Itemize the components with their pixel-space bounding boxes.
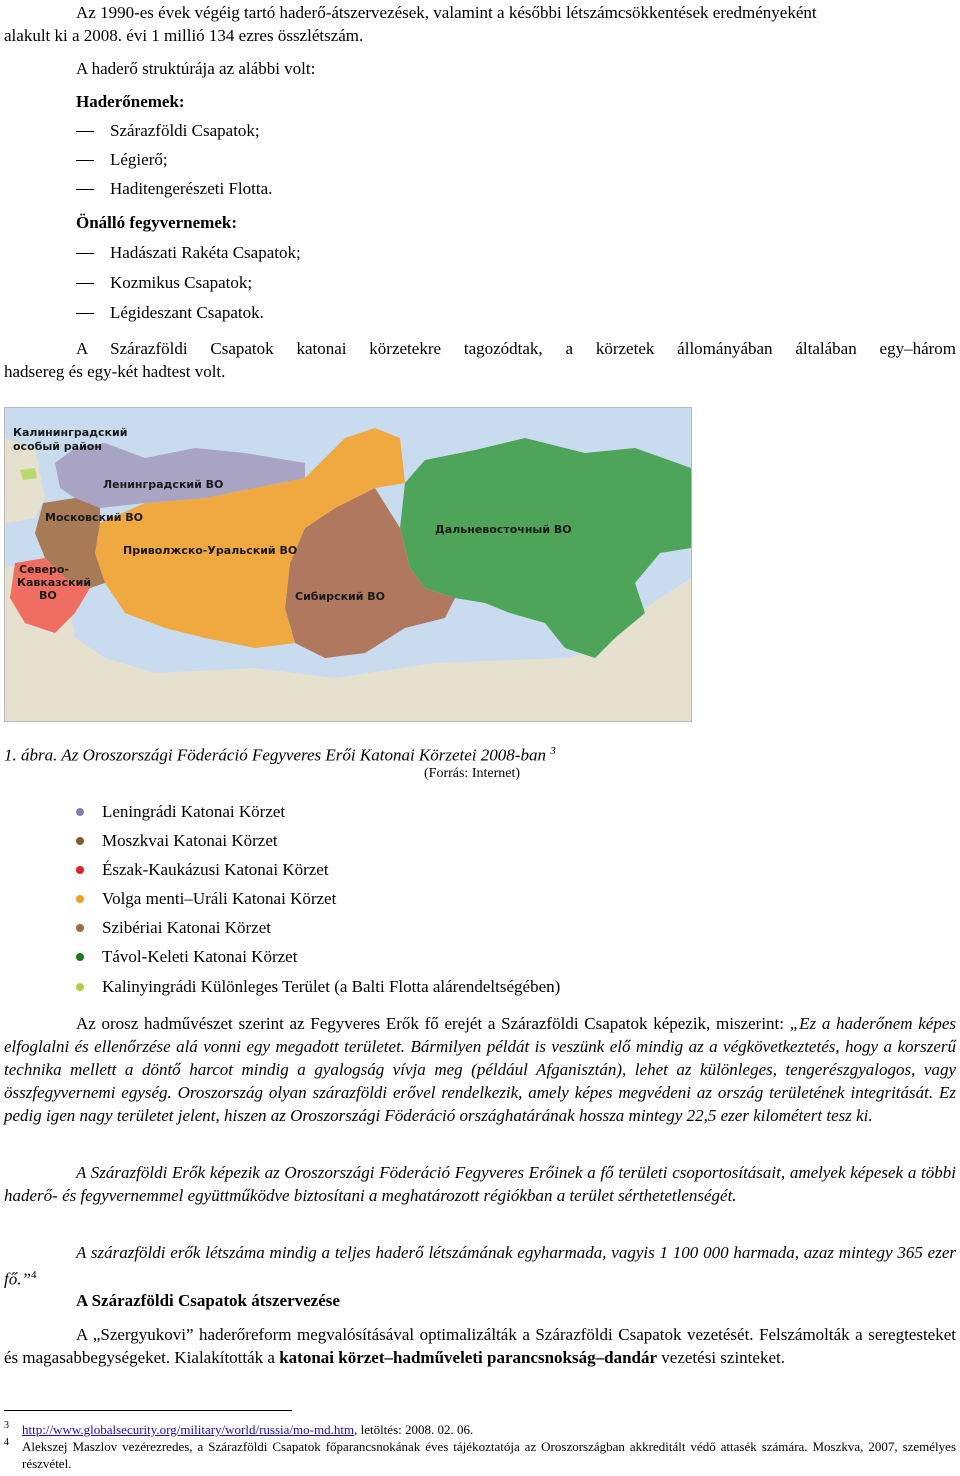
list-dash — [76, 160, 94, 161]
legend-label: Szibériai Katonai Körzet — [102, 918, 271, 937]
independent-item: Légideszant Csapatok. — [110, 303, 264, 322]
figure-source: (Forrás: Internet) — [424, 766, 521, 781]
strength-paragraph — [4, 1241, 956, 1291]
doctrine-plain: Az orosz hadművészet szerint az Fegyveres Erők fő erejét a Szárazföldi Csapatok képezik, miszerint: — [76, 1014, 790, 1033]
bullet-icon — [76, 983, 84, 991]
kaliningrad-area — [20, 468, 37, 480]
footnote-number: 4 — [4, 1437, 9, 1448]
legend-label: Volga menti–Uráli Katonai Körzet — [102, 889, 337, 908]
doctrine-quote: „Ez a haderőnem képes elfoglalni és ellenőrzése alá vonni egy megadott területet. Bármilyen példát is veszünk elő mindig az a végkövetkeztetés, hogy a korszerű technika mellett a döntő harcot mindig a gyalogság vívja meg (például Afganisztán), lehet az különleges, tengerészgyalogos, vagy összfegyvernemi egység. Oroszország olyan szárazföldi erővel rendelkezik, amely képes megvédeni az ország területének integritását. Ez pedig igen nagy területet jelent, hiszen az Oroszországi Föderáció országhatárának hossza mintegy 22,5 ezer kilométert tesz ki. — [4, 1014, 956, 1125]
forces-paragraph: A Szárazföldi Erők képezik az Oroszországi Föderáció Fegyveres Erőinek a fő területi csoportosításait, amelyek képesek a többi haderő- és fegyvernemmel együttműködve biztosítani a meghatározott régiókban a terület sérthetetlenségét. — [4, 1163, 956, 1205]
footnote-separator — [4, 1410, 292, 1411]
strength-text: A szárazföldi erők létszáma mindig a teljes haderő létszámának egyharmada, vagyis 1 100 000 harmada, azaz mintegy 365 ezer fő.” — [4, 1243, 956, 1289]
legend-label: Észak-Kaukázusi Katonai Körzet — [102, 860, 329, 879]
footnote-number: 3 — [4, 1420, 9, 1431]
independent-item: Kozmikus Csapatok; — [110, 273, 253, 292]
section-heading: A Szárazföldi Csapatok átszervezése — [76, 1291, 340, 1310]
footnote-text: , letöltés: 2008. 02. 06. — [354, 1422, 474, 1437]
intro-line-2: alakult ki a 2008. évi 1 millió 134 ezres összlétszám. — [4, 26, 364, 45]
legend-label: Távol-Keleti Katonai Körzet — [102, 947, 298, 966]
services-item: Szárazföldi Csapatok; — [110, 121, 260, 140]
list-dash — [76, 131, 94, 132]
reform-paragraph — [4, 1323, 956, 1369]
independent-item: Hadászati Rakéta Csapatok; — [110, 243, 301, 262]
reform-bold: katonai körzet–hadműveleti parancsnokság–dandár — [279, 1348, 658, 1367]
figure-title: Az Oroszországi Föderáció Fegyveres Erői Katonai Körzetei 2008-ban — [61, 745, 546, 765]
list-dash — [76, 283, 94, 284]
services-item: Haditengerészeti Flotta. — [110, 179, 273, 198]
footnote-ref: 3 — [550, 745, 556, 757]
footnote-3 — [4, 1421, 956, 1438]
map-label-far-east: Дальневосточный ВО — [435, 523, 572, 536]
legend-label: Leningrádi Katonai Körzet — [102, 802, 286, 821]
bullet-icon — [76, 837, 84, 845]
map-label-kaliningrad: особый район — [13, 440, 102, 453]
legend-label: Kalinyingrádi Különleges Terület (a Balti Flotta alárendeltségében) — [102, 977, 561, 996]
footnote-link[interactable]: http://www.globalsecurity.org/military/world/russia/mo-md.htm — [22, 1422, 355, 1437]
services-item: Légierő; — [110, 150, 168, 169]
map-label-moscow: Московский ВО — [45, 511, 143, 524]
list-dash — [76, 189, 94, 190]
footnote-4 — [4, 1438, 956, 1472]
map-label-leningrad: Ленинградский ВО — [103, 478, 224, 491]
bullet-icon — [76, 953, 84, 961]
legend-label: Moszkvai Katonai Körzet — [102, 831, 278, 850]
doctrine-paragraph — [4, 1012, 956, 1127]
list-dash — [76, 313, 94, 314]
bullet-icon — [76, 924, 84, 932]
map-label-north-caucasus: ВО — [39, 589, 57, 602]
map-label-north-caucasus: Кавказский — [17, 576, 92, 589]
reform-text-1: A „Szergyukovi” haderőreform megvalósításával optimalizálták a Szárazföldi Csapatok vezetését. Felszámolták a seregtesteket és magasabbegységeket. Kialakították a — [4, 1325, 956, 1367]
districts-line-1: A Szárazföldi Csapatok katonai körzetekre tagozódtak, a körzetek állományában általában egy–három — [76, 339, 956, 358]
list-dash — [76, 253, 94, 254]
reform-text-2: vezetési szinteket. — [657, 1348, 785, 1367]
map-label-siberia: Сибирский ВО — [295, 590, 386, 603]
figure-number: 1. ábra. — [4, 745, 58, 765]
districts-line-2: hadsereg és egy-két hadtest volt. — [4, 362, 226, 381]
military-districts-map — [4, 407, 692, 722]
bullet-icon — [76, 866, 84, 874]
independent-heading: Önálló fegyvernemek: — [76, 213, 237, 232]
footnote-ref: 4 — [30, 1269, 37, 1281]
map-label-north-caucasus: Северо- — [19, 563, 69, 576]
bullet-icon — [76, 808, 84, 816]
map-label-volga: Приволжско-Уральский ВО — [123, 544, 298, 557]
structure-intro: A haderő struktúrája az alábbi volt: — [76, 59, 316, 78]
bullet-icon — [76, 895, 84, 903]
map-label-kaliningrad: Калининградский — [13, 426, 128, 439]
footnote-text: Alekszej Maszlov vezérezredes, a Szárazföldi Csapatok főparancsnokának éves tájékoztatója az Oroszországban akkreditált védő attasék számára. Moszkva, 2007, személyes részvétel. — [22, 1439, 956, 1471]
services-heading: Haderőnemek: — [76, 92, 185, 111]
intro-line-1: Az 1990-es évek végéig tartó haderő-átszervezések, valamint a későbbi létszámcsökkentések eredményeként — [76, 3, 817, 22]
